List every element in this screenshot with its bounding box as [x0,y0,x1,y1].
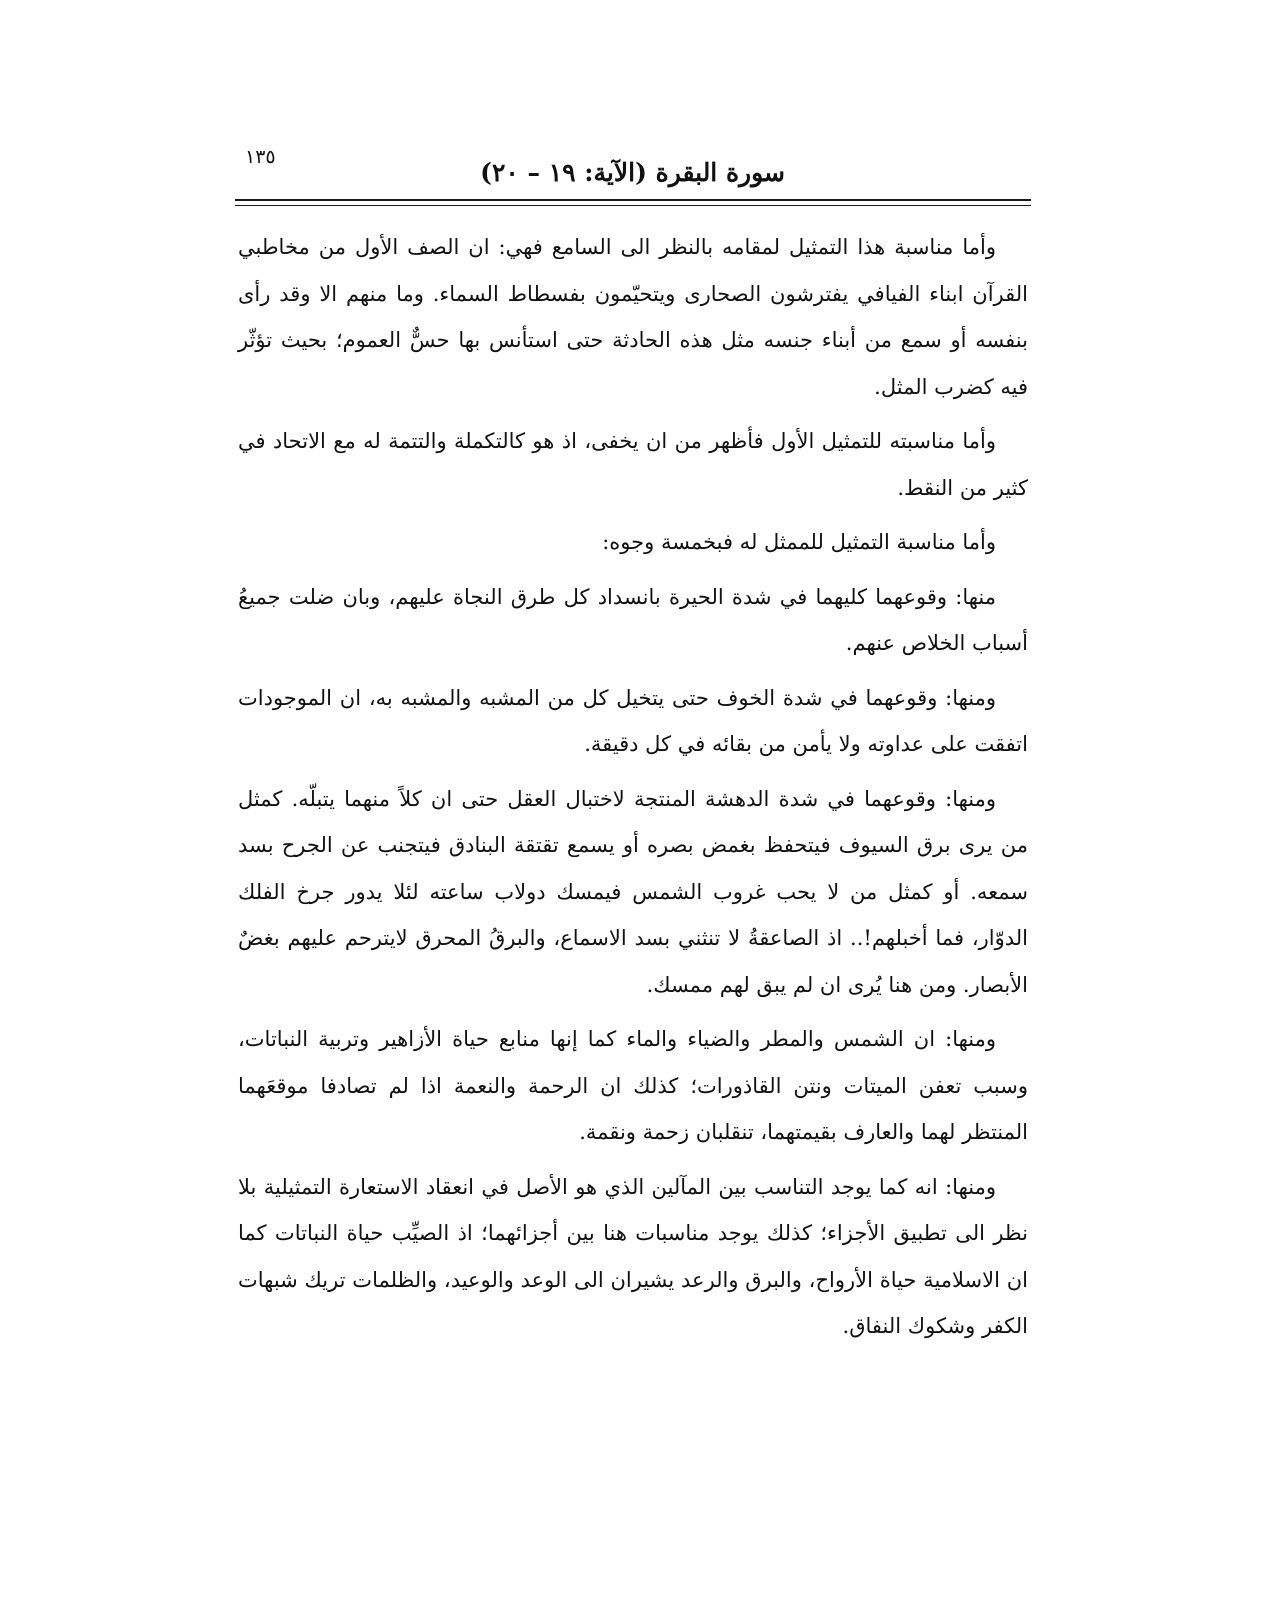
page-header [235,140,1030,202]
paragraph-2: وأما مناسبته للتمثيل الأول فأظهر من ان يخفى، اذ هو كالتكملة والتتمة له مع الاتحاد في كثير من النقط. [238,429,1028,500]
running-title: سورة البقرة (الآية: ١٩ – ٢٠) [480,158,785,187]
paragraph-6: ومنها: وقوعهما في شدة الدهشة المنتجة لاختبال العقل حتى ان كلاً منهما يتبلّه. كمثل من يرى برق السيوف فيتحفظ بغمض بصره أو يسمع تقتقة البنادق فيتجنب عن الجرح بسد سمعه. أو كمثل من لا يحب غروب الشمس فيمسك دولاب ساعته لئلا يدور جرخ الفلك الدوّار، فما أخبلهم!.. اذ الصاعقةُ لا تنثني بسد الاسماع، والبرقُ المحرق لايترحم عليهم بغضٌ الأبصار. ومن هنا يُرى ان لم يبق لهم ممسك. [238,786,1028,997]
header-rule-thick [235,199,1031,201]
paragraph-5: ومنها: وقوعهما في شدة الخوف حتى يتخيل كل من المشبه والمشبه به، ان الموجودات اتفقت على عداوته ولا يأمن من بقائه في كل دقيقة. [238,685,1028,756]
paragraph-8: ومنها: انه كما يوجد التناسب بين المآلين الذي هو الأصل في انعقاد الاستعارة التمثيلية بلا نظر الى تطبيق الأجزاء؛ كذلك يوجد مناسبات هنا بين أجزائهما؛ اذ الصيِّب حياة النباتات كما ان الاسلامية حياة الأرواح، والبرق والرعد يشيران الى الوعد والوعيد، والظلمات تريك شبهات الكفر وشكوك النفاق. [238,1174,1028,1338]
paragraph-4: منها: وقوعهما كليهما في شدة الحيرة بانسداد كل طرق النجاة عليهم، وبان ضلت جميعُ أسباب الخلاص عنهم. [238,584,1028,655]
header-rule-thin [235,205,1031,206]
body-text [238,224,1028,1358]
paragraph-3: وأما مناسبة التمثيل للممثل له فبخمسة وجوه: [602,530,996,554]
paragraph-1: وأما مناسبة هذا التمثيل لمقامه بالنظر الى السامع فهي: ان الصف الأول من مخاطبي القرآن ابناء الفيافي يفترشون الصحارى ويتحيّمون بفسطاط السماء. وما منهم الا وقد رأى بنفسه أو سمع من أبناء جنسه مثل هذه الحادثة حتى استأنس بها حسٌّ العموم؛ بحيث تؤثّر فيه كضرب المثل. [238,235,1028,399]
paragraph-7: ومنها: ان الشمس والمطر والضياء والماء كما إنها منابع حياة الأزاهير وتربية النباتات، وسبب تعفن الميتات ونتن القاذورات؛ كذلك ان الرحمة والنعمة اذا لم تصادفا موقعَهما المنتظر لهما والعارف بقيمتهما، تنقلبان زحمة ونقمة. [238,1027,1028,1144]
page-number: ١٣٥ [245,146,276,168]
